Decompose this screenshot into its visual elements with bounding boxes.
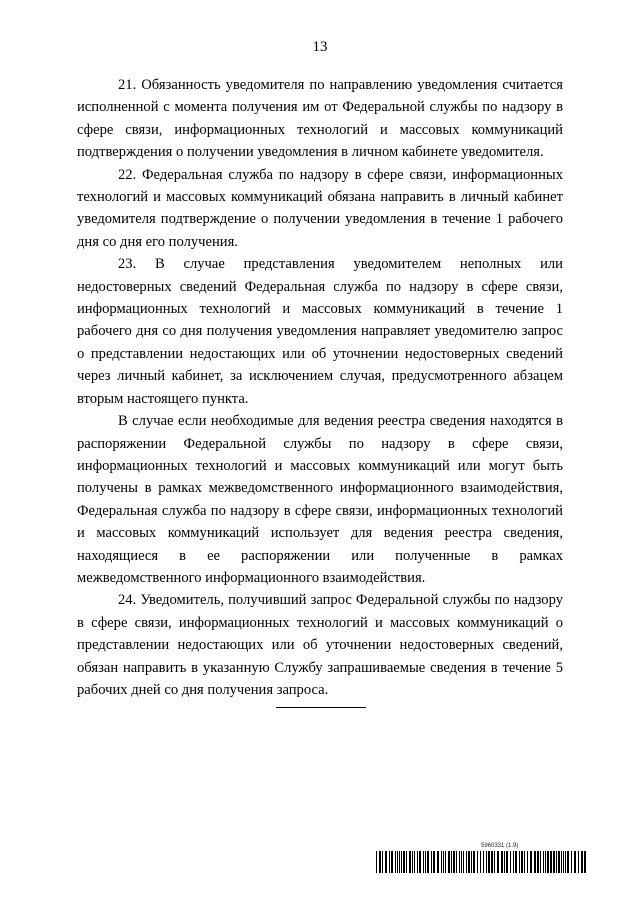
paragraph-23-second: В случае если необходимые для ведения реестра сведения находятся в распоряжении Федеральной службы по надзору в сфере связи, информационных технологий и массовых коммуникаций или могут быть получены в рамках межведомственного информационного взаимодействия, Федеральная служба по надзору в сфере связи, информационных технологий и массовых коммуникаций использует для ведения реестра сведения, находящиеся в ее распоряжении или полученные в рамках межведомственного информационного взаимодействия. (77, 413, 563, 586)
paragraph-22: 22. Федеральная служба по надзору в сфере связи, информационных технологий и массовых коммуникаций обязана направить в личный кабинет уведомителя подтверждение о получении уведомления в течение 1 рабочего дня со дня его получения. (77, 166, 563, 250)
paragraph-23: 23. В случае представления уведомителем неполных или недостоверных сведений Федеральная служба по надзору в сфере связи, информационных технологий и массовых коммуникаций в течение 1 рабочего дня со дня получения уведомления направляет уведомителю запрос о представлении недостающих или об уточнении недостоверных сведений через личный кабинет, за исключением случая, предусмотренного абзацем вторым настоящего пункта. (77, 256, 563, 407)
end-divider (276, 707, 366, 708)
document-body (77, 74, 563, 701)
document-code: 5960331 (1.9) (481, 843, 519, 849)
paragraph-21: 21. Обязанность уведомителя по направлению уведомления считается исполненной с момента получения им от Федеральной службы по надзору в сфере связи, информационных технологий и массовых коммуникаций подтверждения о получении уведомления в личном кабинете уведомителя. (77, 77, 563, 161)
barcode-icon (376, 851, 588, 873)
paragraph-24: 24. Уведомитель, получивший запрос Федеральной службы по надзору в сфере связи, информационных технологий и массовых коммуникаций о представлении недостающих или об уточнении недостоверных сведений, обязан направить в указанную Службу запрашиваемые сведения в течение 5 рабочих дней со дня получения запроса. (77, 592, 563, 698)
page-number: 13 (312, 39, 328, 55)
